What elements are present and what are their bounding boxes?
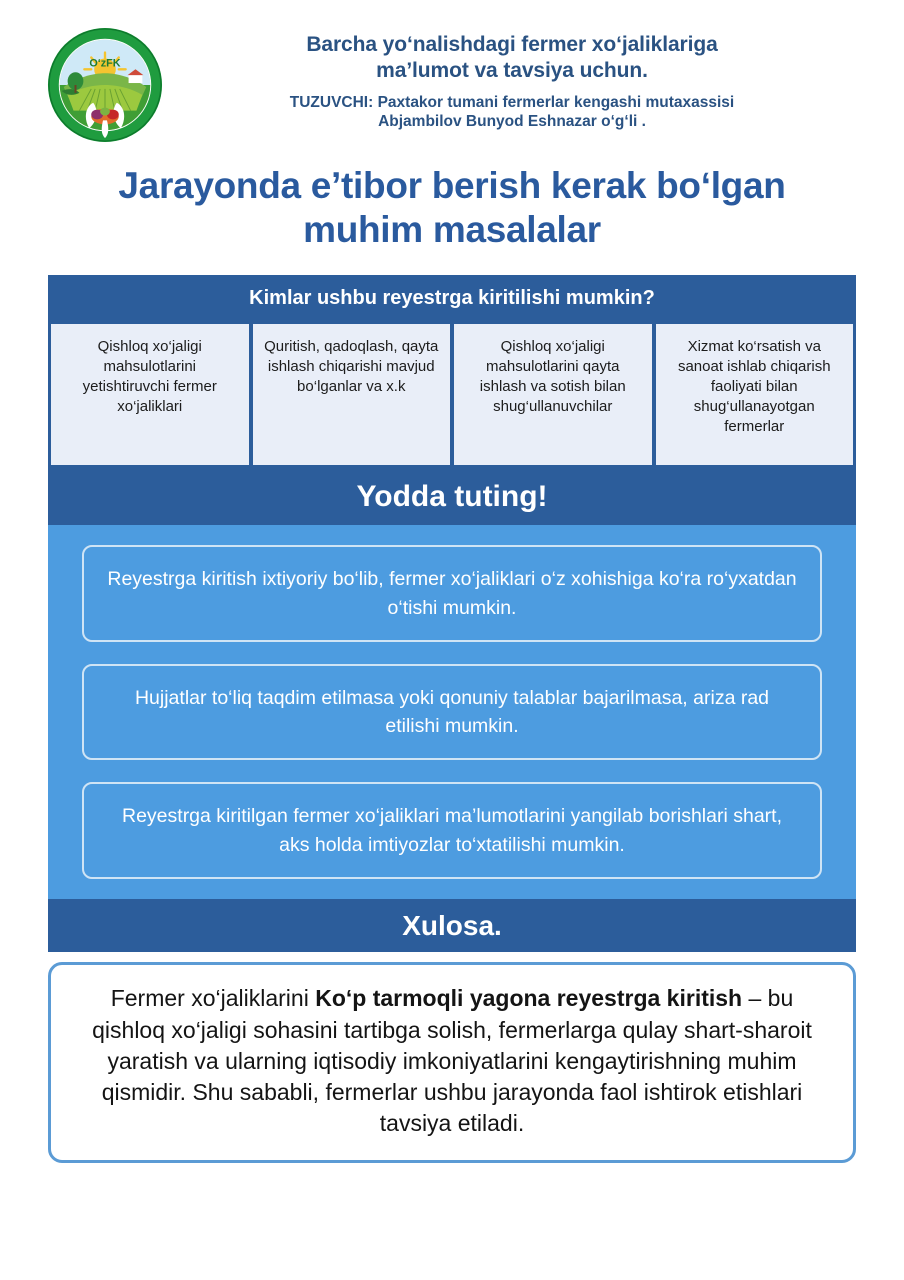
remember-section-body <box>48 525 856 899</box>
qualify-section-heading: Kimlar ushbu reyestrga kiritilishi mumkin? <box>48 275 856 322</box>
remember-item: Reyestrga kiritilgan fermer xo‘jaliklari ma’lumotlarini yangilab borishlari shart, aks holda imtiyozlar to‘xtatilishi mumkin. <box>82 782 822 879</box>
logo-container <box>0 22 210 144</box>
remember-item: Hujjatlar to‘liq taqdim etilmasa yoki qonuniy talablar bajarilmasa, ariza rad etilishi mumkin. <box>82 664 822 761</box>
page-title-line1: Jarayonda e’tibor berish kerak bo‘lgan <box>118 165 786 206</box>
remember-section-heading: Yodda tuting! <box>48 469 856 525</box>
qualify-cell: Qishloq xo‘jaligi mahsulotlarini qayta ishlash va sotish bilan shug‘ullanuvchilar <box>454 324 652 465</box>
page-title-line2: muhim masalalar <box>303 208 601 250</box>
uzbekistan-farmers-council-logo-icon <box>46 26 164 144</box>
header-title-line1: Barcha yo‘nalishdagi fermer xo‘jaliklariga <box>306 33 718 56</box>
summary-box-container <box>48 962 856 1162</box>
summary-text-after: – bu qishloq xo‘jaligi sohasini tartibga solish, fermerlarga qulay shart-sharoit yaratish va ularning iqtisodiy imkoniyatlarini kengaytirishning muhim qismidir. Shu sababli, fermerlar ushbu jarayonda faol ishtirok etishlari tavsiya etiladi. <box>92 985 812 1137</box>
qualify-cell: Qishloq xo‘jaligi mahsulotlarini yetishtiruvchi fermer xo‘jaliklari <box>51 324 249 465</box>
header-text-block <box>210 22 904 131</box>
summary-section-heading: Xulosa. <box>48 899 856 952</box>
remember-item: Reyestrga kiritish ixtiyoriy bo‘lib, fermer xo‘jaliklari o‘z xohishiga ko‘ra ro‘yxatdan o‘tishi mumkin. <box>82 545 822 642</box>
header-title <box>210 32 814 85</box>
header-subtitle-line2: Abjambilov Bunyod Eshnazar o‘g‘li . <box>378 112 646 130</box>
header-subtitle-line1: TUZUVCHI: Paxtakor tumani fermerlar kengashi mutaxassisi <box>289 93 735 111</box>
page-title <box>0 164 904 251</box>
qualify-cell: Quritish, qadoqlash, qayta ishlash chiqarishi mavjud bo‘lganlar va x.k <box>253 324 451 465</box>
page-header <box>0 0 904 140</box>
summary-text-bold: Ko‘p tarmoqli yagona reyestrga kiritish <box>315 985 743 1012</box>
logo-abbr-text: O‘zFK <box>89 57 121 70</box>
header-subtitle <box>210 93 814 132</box>
header-title-line2: ma’lumot va tavsiya uchun. <box>376 59 648 83</box>
summary-text-box <box>48 962 856 1162</box>
qualify-cell: Xizmat ko‘rsatish va sanoat ishlab chiqarish faoliyati bilan shug‘ullanayotgan fermerlar <box>656 324 854 465</box>
qualify-table <box>48 322 856 469</box>
summary-text-before: Fermer xo‘jaliklarini <box>110 985 316 1012</box>
